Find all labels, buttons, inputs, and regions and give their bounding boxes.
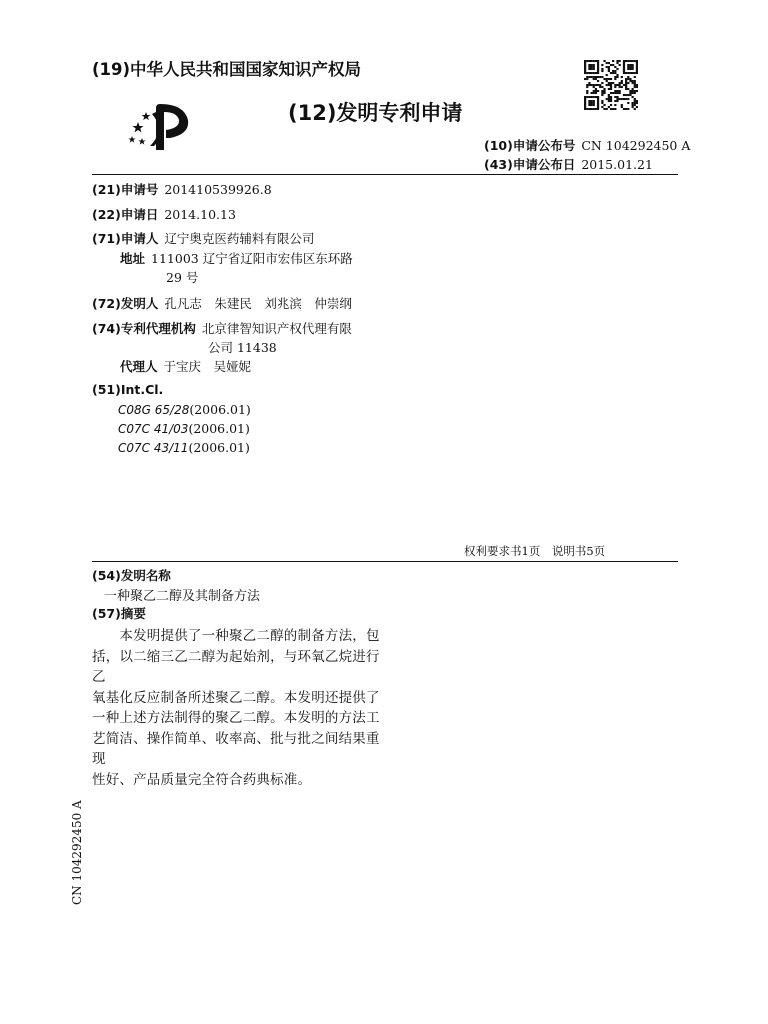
abstract-body xyxy=(92,626,392,790)
publication-date xyxy=(484,155,653,173)
office-name: (19)中华人民共和国国家知识产权局 xyxy=(92,60,362,79)
publication-number-value: CN 104292450 A xyxy=(581,138,691,153)
ipc-code: C07C 43/11 xyxy=(118,441,189,455)
patent-agency-value: 北京律智知识产权代理有限 xyxy=(201,321,352,336)
abstract-line: 氧基化反应制备所述聚乙二醇。本发明还提供了 xyxy=(92,689,380,706)
patent-agency xyxy=(92,319,352,337)
publication-date-label: (43)申请公布日 xyxy=(484,157,576,172)
applicant-label: (71)申请人 xyxy=(92,231,159,246)
inventors-value: 孔凡志 朱建民 刘兆滨 仲崇纲 xyxy=(164,296,352,311)
ipc-class xyxy=(118,440,250,455)
ipc-code: C07C 41/03 xyxy=(118,422,189,436)
ipc-version: (2006.01) xyxy=(188,421,250,436)
section-divider xyxy=(92,561,678,562)
abstract-label: (57)摘要 xyxy=(92,606,146,621)
inventors xyxy=(92,294,352,312)
invention-title-heading xyxy=(92,566,177,584)
address xyxy=(120,249,353,267)
abstract-line: 一种上述方法制得的聚乙二醇。本发明的方法工 xyxy=(92,710,380,726)
applicant-value: 辽宁奥克医药辅料有限公司 xyxy=(164,231,315,246)
application-date-label: (22)申请日 xyxy=(92,207,159,222)
ipc-code: C08G 65/28 xyxy=(118,403,190,417)
agents-value: 于宝庆 吴娅妮 xyxy=(163,359,252,374)
header-divider xyxy=(92,174,678,175)
application-date xyxy=(92,205,236,223)
application-number-label: (21)申请号 xyxy=(92,182,159,197)
inventors-label: (72)发明人 xyxy=(92,296,159,311)
abstract-line: 性好、产品质量完全符合药典标准。 xyxy=(92,771,312,788)
abstract-line: 本发明提供了一种聚乙二醇的制备方法，包 xyxy=(92,628,380,644)
invention-title: 一种聚乙二醇及其制备方法 xyxy=(104,589,261,604)
abstract-line: 括，以二缩三乙二醇为起始剂，与环氧乙烷进行乙 xyxy=(92,648,380,685)
document-type: (12)发明专利申请 xyxy=(288,101,463,125)
side-publication-number: CN 104292450 A xyxy=(70,800,84,905)
ipc-version: (2006.01) xyxy=(188,440,250,455)
agents xyxy=(120,357,251,375)
agents-label: 代理人 xyxy=(120,359,158,374)
invention-title-label: (54)发明名称 xyxy=(92,568,171,583)
applicant xyxy=(92,229,314,247)
ipc-class xyxy=(118,421,250,436)
address-line-2: 29 号 xyxy=(166,270,199,285)
publication-date-value: 2015.01.21 xyxy=(581,157,653,172)
application-number xyxy=(92,180,272,198)
address-label: 地址 xyxy=(120,251,146,266)
qr-code-icon xyxy=(584,60,638,110)
publication-number xyxy=(484,136,690,154)
ipc-version: (2006.01) xyxy=(189,402,251,417)
ipc-class xyxy=(118,402,251,417)
abstract-heading xyxy=(92,604,152,622)
publication-number-label: (10)申请公布号 xyxy=(484,138,576,153)
pages-note: 权利要求书1页 说明书5页 xyxy=(464,544,606,558)
int-cl-label: (51)Int.Cl. xyxy=(92,382,164,397)
application-date-value: 2014.10.13 xyxy=(164,207,236,222)
patent-agency-label: (74)专利代理机构 xyxy=(92,321,196,336)
address-line-1: 111003 辽宁省辽阳市宏伟区东环路 xyxy=(151,251,353,266)
abstract-line: 艺简洁、操作简单、收率高、批与批之间结果重现 xyxy=(92,730,380,767)
application-number-value: 201410539926.8 xyxy=(164,182,272,197)
patent-agency-line-2: 公司 11438 xyxy=(208,340,277,355)
int-cl-heading xyxy=(92,382,169,397)
cnipa-logo-icon xyxy=(126,100,198,152)
